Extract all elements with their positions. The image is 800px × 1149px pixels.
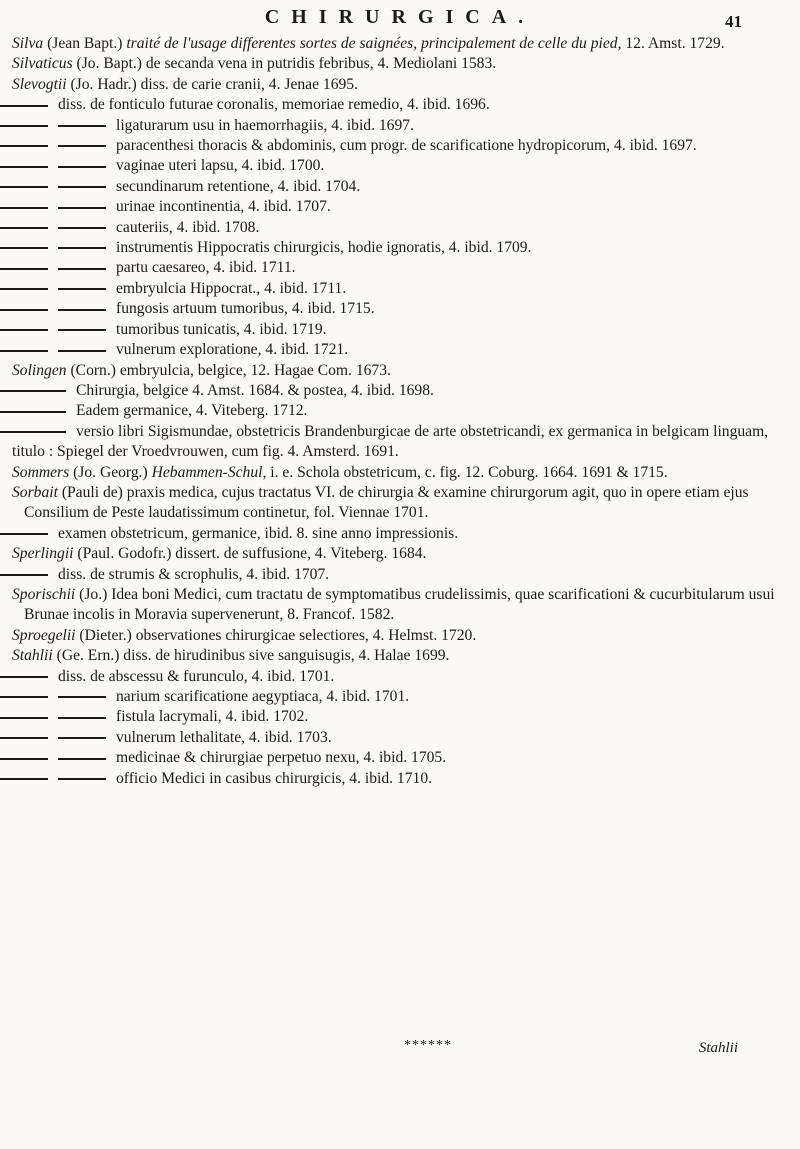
bibliography-entry (12, 218, 784, 238)
entry-author: Sporischii (12, 585, 76, 603)
entry-title: traité de l'usage differentes sortes de saignées, principalement de celle du pied, (126, 35, 622, 52)
ditto-dash (0, 737, 48, 739)
bibliography-entry (12, 585, 784, 626)
ditto-dash (0, 390, 66, 392)
entry-text: versio libri Sigismundae, obstetricis Brandenburgicae de arte obstetricandi, ex germanica in belgicam linguam, titulo : Spiegel der Vroedvrouwen, cum fig. 4. Amsterd. 1691. (12, 422, 769, 461)
entry-text: Eadem germanice, 4. Viteberg. 1712. (76, 402, 308, 420)
entry-text: examen obstetricum, germanice, ibid. 8. sine anno impressionis. (58, 524, 459, 542)
bibliography-entry (12, 361, 784, 381)
ditto-dash (0, 411, 66, 413)
bibliography-entry (12, 483, 784, 524)
ditto-dash (58, 288, 106, 290)
ditto-dash (58, 186, 106, 188)
entry-text: (Paul. Godofr.) dissert. de suffusione, 4. Viteberg. 1684. (73, 545, 427, 563)
bibliography-entry (12, 34, 784, 54)
ditto-dash (58, 778, 106, 780)
ditto-dash (0, 431, 66, 433)
entry-text: vaginae uteri lapsu, 4. ibid. 1700. (116, 157, 325, 175)
ditto-dash (0, 288, 48, 290)
running-head: CHIRURGICA. (264, 6, 536, 28)
bibliography-entry (12, 401, 784, 421)
ditto-dash (0, 717, 48, 719)
bibliography-entry (12, 258, 784, 278)
entry-text: officio Medici in casibus chirurgicis, 4. ibid. 1710. (116, 769, 433, 787)
entry-title: Hebammen-Schul, (151, 463, 267, 481)
bibliography-entry (12, 626, 784, 646)
ditto-dash (0, 186, 48, 188)
ditto-dash (0, 696, 48, 698)
entry-text: (Pauli de) praxis medica, cujus tractatus VI. de chirurgia & examine chirurgorum agit, quo in opere etiam ejus Consilium de Peste laudatissimum continetur, fol. Viennae 1701. (24, 483, 749, 522)
entry-text: (Jean Bapt.) (43, 35, 127, 52)
entry-text: diss. de fonticulo futurae coronalis, memoriae remedio, 4. ibid. 1696. (58, 96, 490, 114)
entry-text: (Jo.) Idea boni Medici, cum tractatu de symptomatibus crudelissimis, quae scarificationi & cucurbitularum usui Brunae incolis in Moravia supervenerunt, 8. Francof. 1582. (24, 585, 775, 624)
ditto-dash (58, 207, 106, 209)
ditto-dash (0, 125, 48, 127)
entry-text: paracenthesi thoracis & abdominis, cum progr. de scarificatione hydropicorum, 4. ibid. 1697. (116, 137, 697, 155)
bibliography-entry (12, 667, 784, 687)
entry-text: narium scarificatione aegyptiaca, 4. ibid. 1701. (116, 688, 410, 705)
ditto-dash (58, 166, 106, 168)
bibliography-entry (12, 177, 784, 197)
ditto-dash (58, 737, 106, 739)
entry-text: fungosis artuum tumoribus, 4. ibid. 1715. (116, 300, 375, 318)
ditto-dash (58, 247, 106, 249)
ditto-dash (58, 329, 106, 331)
bibliography-entry (12, 299, 784, 319)
ditto-dash (58, 145, 106, 147)
entry-text: secundinarum retentione, 4. ibid. 1704. (116, 177, 361, 195)
bibliography-entry (12, 116, 784, 136)
bibliography-entry (12, 707, 784, 727)
entry-author: Sommers (12, 463, 70, 481)
ditto-dash (58, 717, 106, 719)
entry-author: Sorbait (12, 483, 58, 501)
entry-author: Stahlii (12, 647, 53, 665)
bibliography-entry (12, 769, 784, 789)
bibliography-entry (12, 197, 784, 217)
ditto-dash (0, 533, 48, 535)
entry-author: Sperlingii (12, 545, 74, 563)
entry-text: medicinae & chirurgiae perpetuo nexu, 4. ibid. 1705. (116, 749, 447, 767)
ditto-dash (0, 758, 48, 760)
bibliography-entry (12, 95, 784, 115)
entry-author: Silvaticus (12, 55, 73, 73)
bibliography-entry (12, 340, 784, 360)
ditto-dash (0, 105, 48, 107)
page-number: 41 (725, 12, 742, 31)
catchword: Stahlii (698, 1040, 738, 1056)
ditto-dash (0, 227, 48, 229)
entry-text: (Jo. Hadr.) diss. de carie cranii, 4. Jenae 1695. (66, 75, 359, 93)
ditto-dash (58, 268, 106, 270)
entry-text: fistula lacrymali, 4. ibid. 1702. (116, 708, 309, 726)
bibliography-list (12, 34, 784, 789)
ditto-dash (0, 166, 48, 168)
entry-text: (Dieter.) observationes chirurgicae selectiores, 4. Helmst. 1720. (75, 626, 477, 644)
ditto-dash (0, 207, 48, 209)
entry-text: urinae incontinentia, 4. ibid. 1707. (116, 198, 331, 216)
bibliography-entry (12, 54, 784, 74)
ditto-dash (0, 676, 48, 678)
ditto-dash (0, 145, 48, 147)
bibliography-entry (12, 544, 784, 564)
signature-mark: ****** (404, 1038, 452, 1053)
bibliography-entry (12, 279, 784, 299)
entry-text: (Ge. Ern.) diss. de hirudinibus sive sanguisugis, 4. Halae 1699. (52, 647, 450, 665)
entry-text: cauteriis, 4. ibid. 1708. (116, 218, 260, 236)
ditto-dash (58, 227, 106, 229)
entry-text: diss. de strumis & scrophulis, 4. ibid. 1707. (58, 565, 330, 583)
entry-author: Sproegelii (12, 626, 76, 644)
bibliography-entry (12, 463, 784, 483)
entry-text: partu caesareo, 4. ibid. 1711. (116, 259, 296, 277)
entry-author: Slevogtii (12, 75, 67, 93)
ditto-dash (58, 125, 106, 127)
bibliography-entry (12, 422, 784, 463)
ditto-dash (0, 268, 48, 270)
bibliography-entry (12, 238, 784, 258)
ditto-dash (58, 696, 106, 698)
entry-imprint: i. e. Schola obstetricum, c. fig. 12. Coburg. 1664. 1691 & 1715. (266, 463, 668, 481)
bibliography-entry (12, 728, 784, 748)
entry-text: ligaturarum usu in haemorrhagiis, 4. ibid. 1697. (116, 116, 414, 134)
bibliography-entry (12, 136, 784, 156)
entry-text: embryulcia Hippocrat., 4. ibid. 1711. (116, 279, 347, 297)
ditto-dash (58, 309, 106, 311)
ditto-dash (0, 329, 48, 331)
entry-author: Solingen (12, 361, 67, 379)
entry-text: vulnerum exploratione, 4. ibid. 1721. (116, 341, 349, 359)
bibliography-entry (12, 646, 784, 666)
bibliography-entry (12, 565, 784, 585)
entry-text: (Corn.) embryulcia, belgice, 12. Hagae Com. 1673. (66, 361, 391, 379)
entry-text: diss. de abscessu & furunculo, 4. ibid. 1701. (58, 667, 335, 685)
entry-text: tumoribus tunicatis, 4. ibid. 1719. (116, 320, 327, 338)
bibliography-entry (12, 320, 784, 340)
entry-text: vulnerum lethalitate, 4. ibid. 1703. (116, 728, 332, 746)
ditto-dash (0, 778, 48, 780)
ditto-dash (58, 350, 106, 352)
ditto-dash (0, 247, 48, 249)
entry-author: Silva (12, 35, 44, 52)
bibliography-entry (12, 524, 784, 544)
entry-text: Chirurgia, belgice 4. Amst. 1684. & postea, 4. ibid. 1698. (76, 381, 434, 399)
entry-text: instrumentis Hippocratis chirurgicis, hodie ignoratis, 4. ibid. 1709. (116, 239, 532, 257)
entry-text: (Jo. Bapt.) de secanda vena in putridis febribus, 4. Mediolani 1583. (72, 55, 497, 73)
entry-text: (Jo. Georg.) (69, 463, 152, 481)
entry-imprint: 12. Amst. 1729. (621, 35, 725, 52)
bibliography-entry (12, 75, 784, 95)
ditto-dash (0, 350, 48, 352)
ditto-dash (0, 574, 48, 576)
ditto-dash (0, 309, 48, 311)
bibliography-entry (12, 687, 784, 707)
bibliography-entry (12, 381, 784, 401)
bibliography-entry (12, 748, 784, 768)
bibliography-entry (12, 156, 784, 176)
ditto-dash (58, 758, 106, 760)
